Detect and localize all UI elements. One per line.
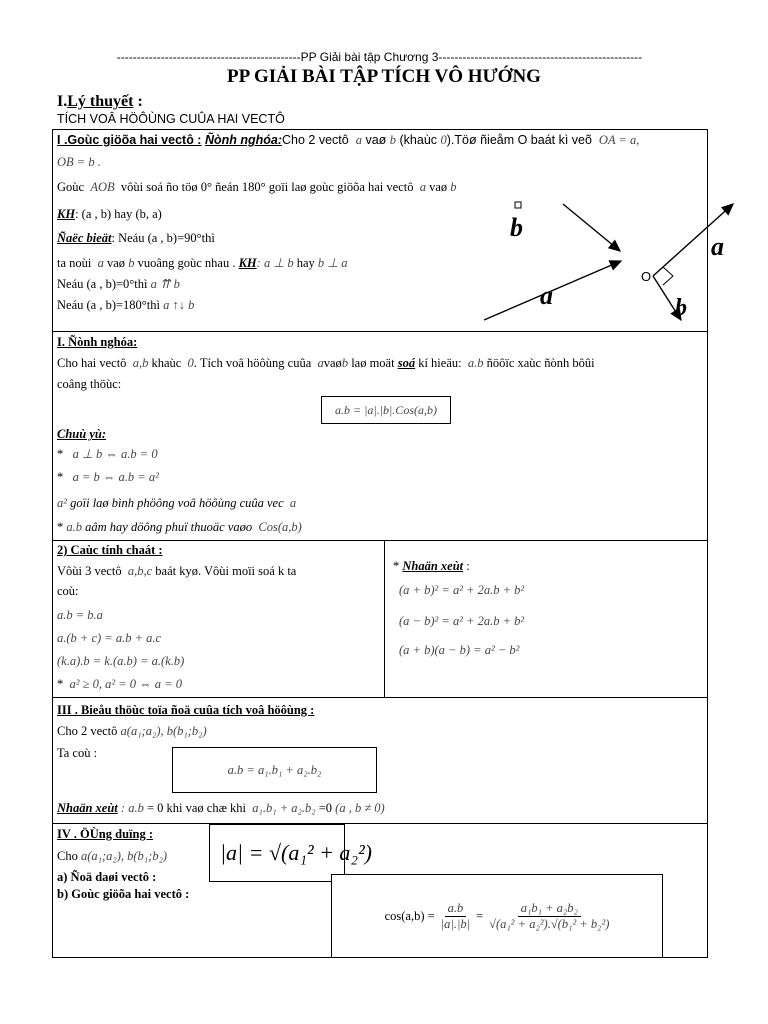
length-formula-box [209, 824, 373, 882]
angle-line3 [57, 180, 457, 195]
apply-item-a-text: a) Ñoä daøi vectô : [57, 870, 157, 884]
remark-1 [399, 583, 524, 598]
kh-label: KH [57, 207, 76, 221]
props-line2 [57, 584, 79, 599]
and-text: vaø [365, 133, 387, 147]
special-text: : Neáu (a , b)=90°thì [111, 231, 215, 245]
apply-item-b [57, 887, 189, 902]
length-formula: |a| = √(a₁² + a₂²) [220, 840, 373, 865]
def-congthuc: coâng thöùc: [57, 377, 122, 391]
cond-text: (khaùc [399, 133, 438, 147]
coords-heading [57, 703, 314, 718]
opposite-direction-symbol: a ↑↓ b [163, 298, 195, 312]
coords-formula-box [172, 747, 377, 793]
perp-a: a [97, 256, 104, 270]
kh-line [57, 207, 162, 222]
prop-distributive [57, 631, 161, 646]
prop-commutative [57, 608, 103, 623]
apply-item-b-text: b) Goùc giöõa hai vectô : [57, 887, 190, 901]
right-angle-mark [663, 267, 673, 285]
zero-vec: 0 [440, 133, 447, 147]
vec-a: a [355, 133, 362, 147]
note-4-math: a.b [66, 520, 82, 534]
def-end: ñöôïc xaùc ñònh bôûi [486, 356, 595, 370]
remark-2-math: (a − b)² = a² + 2a.b + b² [399, 614, 525, 628]
special-label: Ñaëc bieät [57, 231, 112, 245]
def-b: b [341, 356, 349, 370]
zero-angle-line [57, 276, 180, 292]
props-heading-text: 2) Caùc tính chaát : [57, 543, 163, 557]
zero-angle-text: Neáu (a , b)=0°thì [57, 277, 148, 291]
remark-3 [399, 643, 519, 658]
note-4-cos: Cos(a,b) [258, 520, 302, 534]
note-1-math: a ⊥ b ⇔ a.b = 0 [72, 447, 158, 461]
subheading: TÍCH VOÂ HÖÔÙNG CUÛA HAI VECTÔ [57, 112, 285, 126]
coords-vectors: a(a₁;a₂), b(b₁;b₂) [120, 724, 207, 738]
theory-prefix: I. [57, 93, 68, 110]
perp-b: b [128, 256, 135, 270]
coords-cho: Cho 2 vectô [57, 724, 118, 738]
kh-text: : (a , b) hay (b, a) [75, 207, 162, 221]
remarks-section [384, 540, 708, 698]
props-abc: a,b,c [127, 564, 153, 578]
coords-remark-end: =0 [318, 801, 333, 815]
prop-positive: * a² ≥ 0, a² = 0 ⇔ a = 0 [57, 677, 182, 691]
note-3-text [70, 496, 284, 510]
special-line [57, 231, 215, 246]
prop-1: a.b = b.a [57, 608, 103, 622]
dot-product-formula-box [321, 396, 451, 424]
perp-symbol: : a ⊥ b [256, 256, 294, 270]
label-a: a [540, 281, 553, 310]
theory-heading [57, 93, 143, 111]
angle-section [52, 129, 724, 332]
and-text-2: vaø [429, 180, 448, 194]
cos-frac1-num: a.b [445, 901, 467, 917]
cos-lhs: cos(a,b) = [384, 908, 435, 923]
note-4-text: aâm hay döông phuï thuoäc vaøo [85, 520, 253, 534]
props-rest: baát kyø. Vôùi moïi soá k ta [155, 564, 297, 578]
pi-angle-line [57, 298, 194, 313]
def-zero: 0 [187, 356, 194, 370]
def-heading [57, 335, 137, 350]
cos-eq: = [476, 908, 484, 923]
prop-3: (k.a).b = k.(a.b) = a.(k.b) [57, 654, 185, 668]
prop-2: a.(b + c) = a.b + a.c [57, 631, 162, 645]
cos-fraction-1 [441, 901, 470, 932]
note-2-math: a = b ⇔ a.b = a² [72, 470, 159, 484]
note-heading [57, 427, 106, 442]
note-4: * a.b aâm hay döông phuï thuoäc vaøo Cos(a,b) [57, 520, 302, 534]
perp-and: vaø [107, 256, 126, 270]
goc-text: Goùc [57, 180, 85, 194]
prop-scalar [57, 654, 184, 669]
def-ab: a,b [132, 356, 149, 370]
apply-item-a [57, 870, 156, 885]
coordinates-section [52, 697, 708, 824]
definition-section [52, 331, 708, 541]
oa-formula: OA = a, [598, 133, 640, 147]
note-1: * a ⊥ b ⇔ a.b = 0 [57, 447, 158, 461]
perp-symbol-2: b ⊥ a [317, 256, 348, 270]
angle-range-text: vôùi soá ño töø 0° ñeán 180° goïi laø goùc giöõa hai vectô [120, 180, 414, 194]
apply-heading [57, 827, 153, 842]
props-heading [57, 543, 163, 558]
angle-line1 [57, 133, 639, 148]
note-2: * a = b ⇔ a.b = a² [57, 470, 159, 484]
label-b2: b [675, 295, 687, 321]
remark-1-math: (a + b)² = a² + 2a.b + b² [399, 583, 525, 597]
apply-cho: Cho [57, 849, 78, 863]
coords-heading-text: III . Bieåu thöùc toïa ñoä cuûa tích voâ höôùng : [57, 703, 315, 717]
coords-remark-label: Nhaän xeùt [57, 801, 118, 815]
def-tich: . Tích voâ höôùng cuûa [193, 356, 312, 370]
cos-frac2-num: a₁b₁ + a₂b₂ [518, 901, 581, 917]
remark-3-math: (a + b)(a − b) = a² − b² [399, 643, 520, 657]
running-title: ----------------------------------------------PP Giải bài tập Chương 3--------------------------------------------------- [116, 50, 643, 64]
label-a2: a [711, 232, 724, 261]
vec-b-2: b [450, 180, 457, 194]
definition-label: Ñònh nghóa: [204, 133, 283, 147]
def-heading-text: I. Ñònh nghóa: [57, 335, 138, 349]
properties-section [52, 540, 385, 698]
perp-line [57, 255, 348, 271]
vector-figure-2 [601, 196, 736, 324]
def-line2 [57, 377, 121, 392]
note-3-a: a [289, 496, 297, 510]
same-direction-symbol: a ⇈ b [150, 277, 180, 291]
note-3 [57, 496, 296, 511]
def-so: soá [397, 356, 416, 370]
coords-remark-cond: (a , b ≠ 0) [335, 801, 385, 815]
def-line1 [57, 356, 595, 371]
aob-angle: AOB [90, 180, 115, 194]
def-dot-symbol: a.b [467, 356, 484, 370]
theory-label: Lý thuyết [67, 93, 134, 110]
vec-b: b [389, 133, 397, 147]
coords-remark [57, 801, 385, 816]
props-voi: Vôùi 3 vectô [57, 564, 122, 578]
coords-remark-sym: : a.b [120, 801, 144, 815]
def-khac: khaùc [151, 356, 182, 370]
note-3-italic: goïi laø bình phöông voâ höôùng cuûa vec [70, 496, 284, 510]
coords-remark-sym2: a₁.b₁ + a₂.b₂ [252, 801, 316, 815]
rest-text: ).Töø ñieåm O baát kì veõ [446, 133, 592, 147]
cos-formula [385, 901, 610, 932]
perp-text: vuoâng goùc nhau . [137, 256, 236, 270]
coords-line2 [57, 746, 97, 761]
ob-math: OB = b . [57, 155, 101, 169]
label-b: b [510, 213, 523, 242]
applications-section [52, 823, 708, 958]
apply-heading-text: IV . ÖÙng duïng : [57, 827, 153, 841]
coords-remark-text: = 0 khi vaø chæ khi [146, 801, 247, 815]
def-kihieu: kí hieäu: [418, 356, 462, 370]
apply-line1 [57, 849, 167, 864]
apply-vectors: a(a₁;a₂), b(b₁;b₂) [80, 849, 168, 863]
theory-suffix: : [133, 93, 143, 110]
cos-frac1-den: |a|.|b| [440, 916, 471, 931]
remark-label: Nhaän xeùt [402, 559, 464, 573]
note-3-math: a² [57, 496, 67, 510]
def-a: a [317, 356, 324, 370]
perp-or: hay [296, 256, 315, 270]
remark-2 [399, 614, 524, 629]
cho-text: Cho 2 vectô [282, 133, 349, 147]
def-va: vaø [323, 356, 342, 370]
prop-4: a² ≥ 0, a² = 0 ⇔ a = 0 [69, 677, 182, 691]
props-line1 [57, 564, 296, 579]
pi-angle-text: Neáu (a , b)=180°thì [57, 298, 160, 312]
ob-formula [57, 155, 101, 170]
props-co: coù: [57, 584, 79, 598]
coords-formula: a.b = a₁.b₁ + a₂.b₂ [227, 762, 322, 777]
cos-fraction-2 [489, 901, 609, 932]
angle-heading: I .Goùc giöõa hai vectô : [57, 133, 202, 147]
cos-frac2-den: √(a₁² + a₂²).√(b₁² + b₂²) [489, 916, 610, 931]
perp-kh: KH [238, 256, 257, 270]
vec-a-2: a [419, 180, 426, 194]
label-o: O [641, 269, 652, 284]
def-lamot: laø moät [351, 356, 395, 370]
perp-text-1: ta noùi [57, 256, 92, 270]
note-label: Chuù yù: [57, 427, 106, 441]
page-title: PP GIẢI BÀI TẬP TÍCH VÔ HƯỚNG [227, 66, 541, 87]
coords-taco: Ta coù : [57, 746, 98, 760]
cos-formula-box [331, 874, 663, 958]
def-cho: Cho hai vectô [57, 356, 127, 370]
coords-line1 [57, 724, 207, 739]
remark-heading: * Nhaän xeùt : [393, 559, 470, 573]
dot-product-formula: a.b = |a|.|b|.Cos(a,b) [335, 402, 437, 417]
label-box [515, 202, 521, 208]
